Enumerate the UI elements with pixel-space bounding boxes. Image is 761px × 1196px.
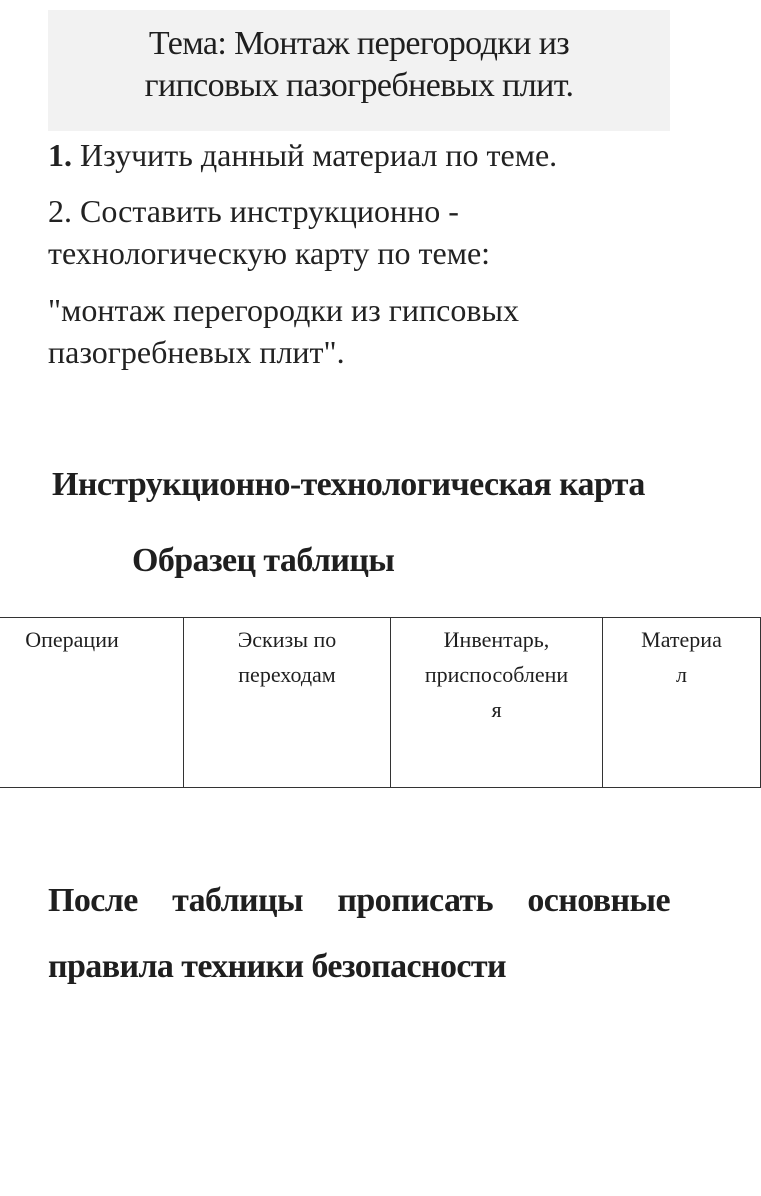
rules-word: прописать: [337, 882, 493, 919]
task-1: [48, 135, 557, 175]
safety-rules-instruction: [48, 868, 670, 1000]
safety-rules-line-1: [48, 868, 670, 934]
rules-word: основные: [527, 882, 670, 919]
sample-table: [0, 617, 761, 788]
header-text-line: л: [676, 662, 687, 687]
header-text-line: Инвентарь,: [443, 627, 550, 652]
topic-title-line-1: Тема: Монтаж перегородки из: [148, 25, 570, 62]
safety-rules-line-2: правила техники безопасности: [48, 948, 506, 985]
table-header-cell-sketches: [184, 618, 391, 788]
task-1-number: 1.: [48, 137, 72, 173]
table-header-cell-inventory: [391, 618, 603, 788]
topic-title-box: [48, 10, 670, 131]
table-header-row: [0, 618, 761, 788]
header-text-line: я: [491, 697, 502, 722]
table-header-cell-operations: [0, 618, 184, 788]
task-2-quote-line-2: пазогребневых плит".: [48, 334, 345, 370]
sample-table-heading: Образец таблицы: [132, 542, 395, 579]
task-1-text: Изучить данный материал по теме.: [72, 137, 558, 173]
task-2-line-1: 2. Составить инструкционно -: [48, 193, 459, 229]
table-header-cell-material: [603, 618, 761, 788]
rules-word: таблицы: [172, 882, 303, 919]
rules-word: После: [48, 882, 138, 919]
header-text-line: переходам: [238, 662, 336, 687]
header-text-line: Материа: [641, 627, 722, 652]
topic-title-line-2: гипсовых пазогребневых плит.: [144, 67, 574, 104]
header-text-line: Операции: [25, 627, 119, 652]
header-text-line: Эскизы по: [237, 627, 337, 652]
card-heading: Инструкционно-технологическая карта: [52, 466, 645, 503]
task-2-quote-line-1: "монтаж перегородки из гипсовых: [48, 292, 519, 328]
header-text-line: приспособлени: [424, 662, 569, 687]
task-2-line-2: технологическую карту по теме:: [48, 235, 491, 271]
